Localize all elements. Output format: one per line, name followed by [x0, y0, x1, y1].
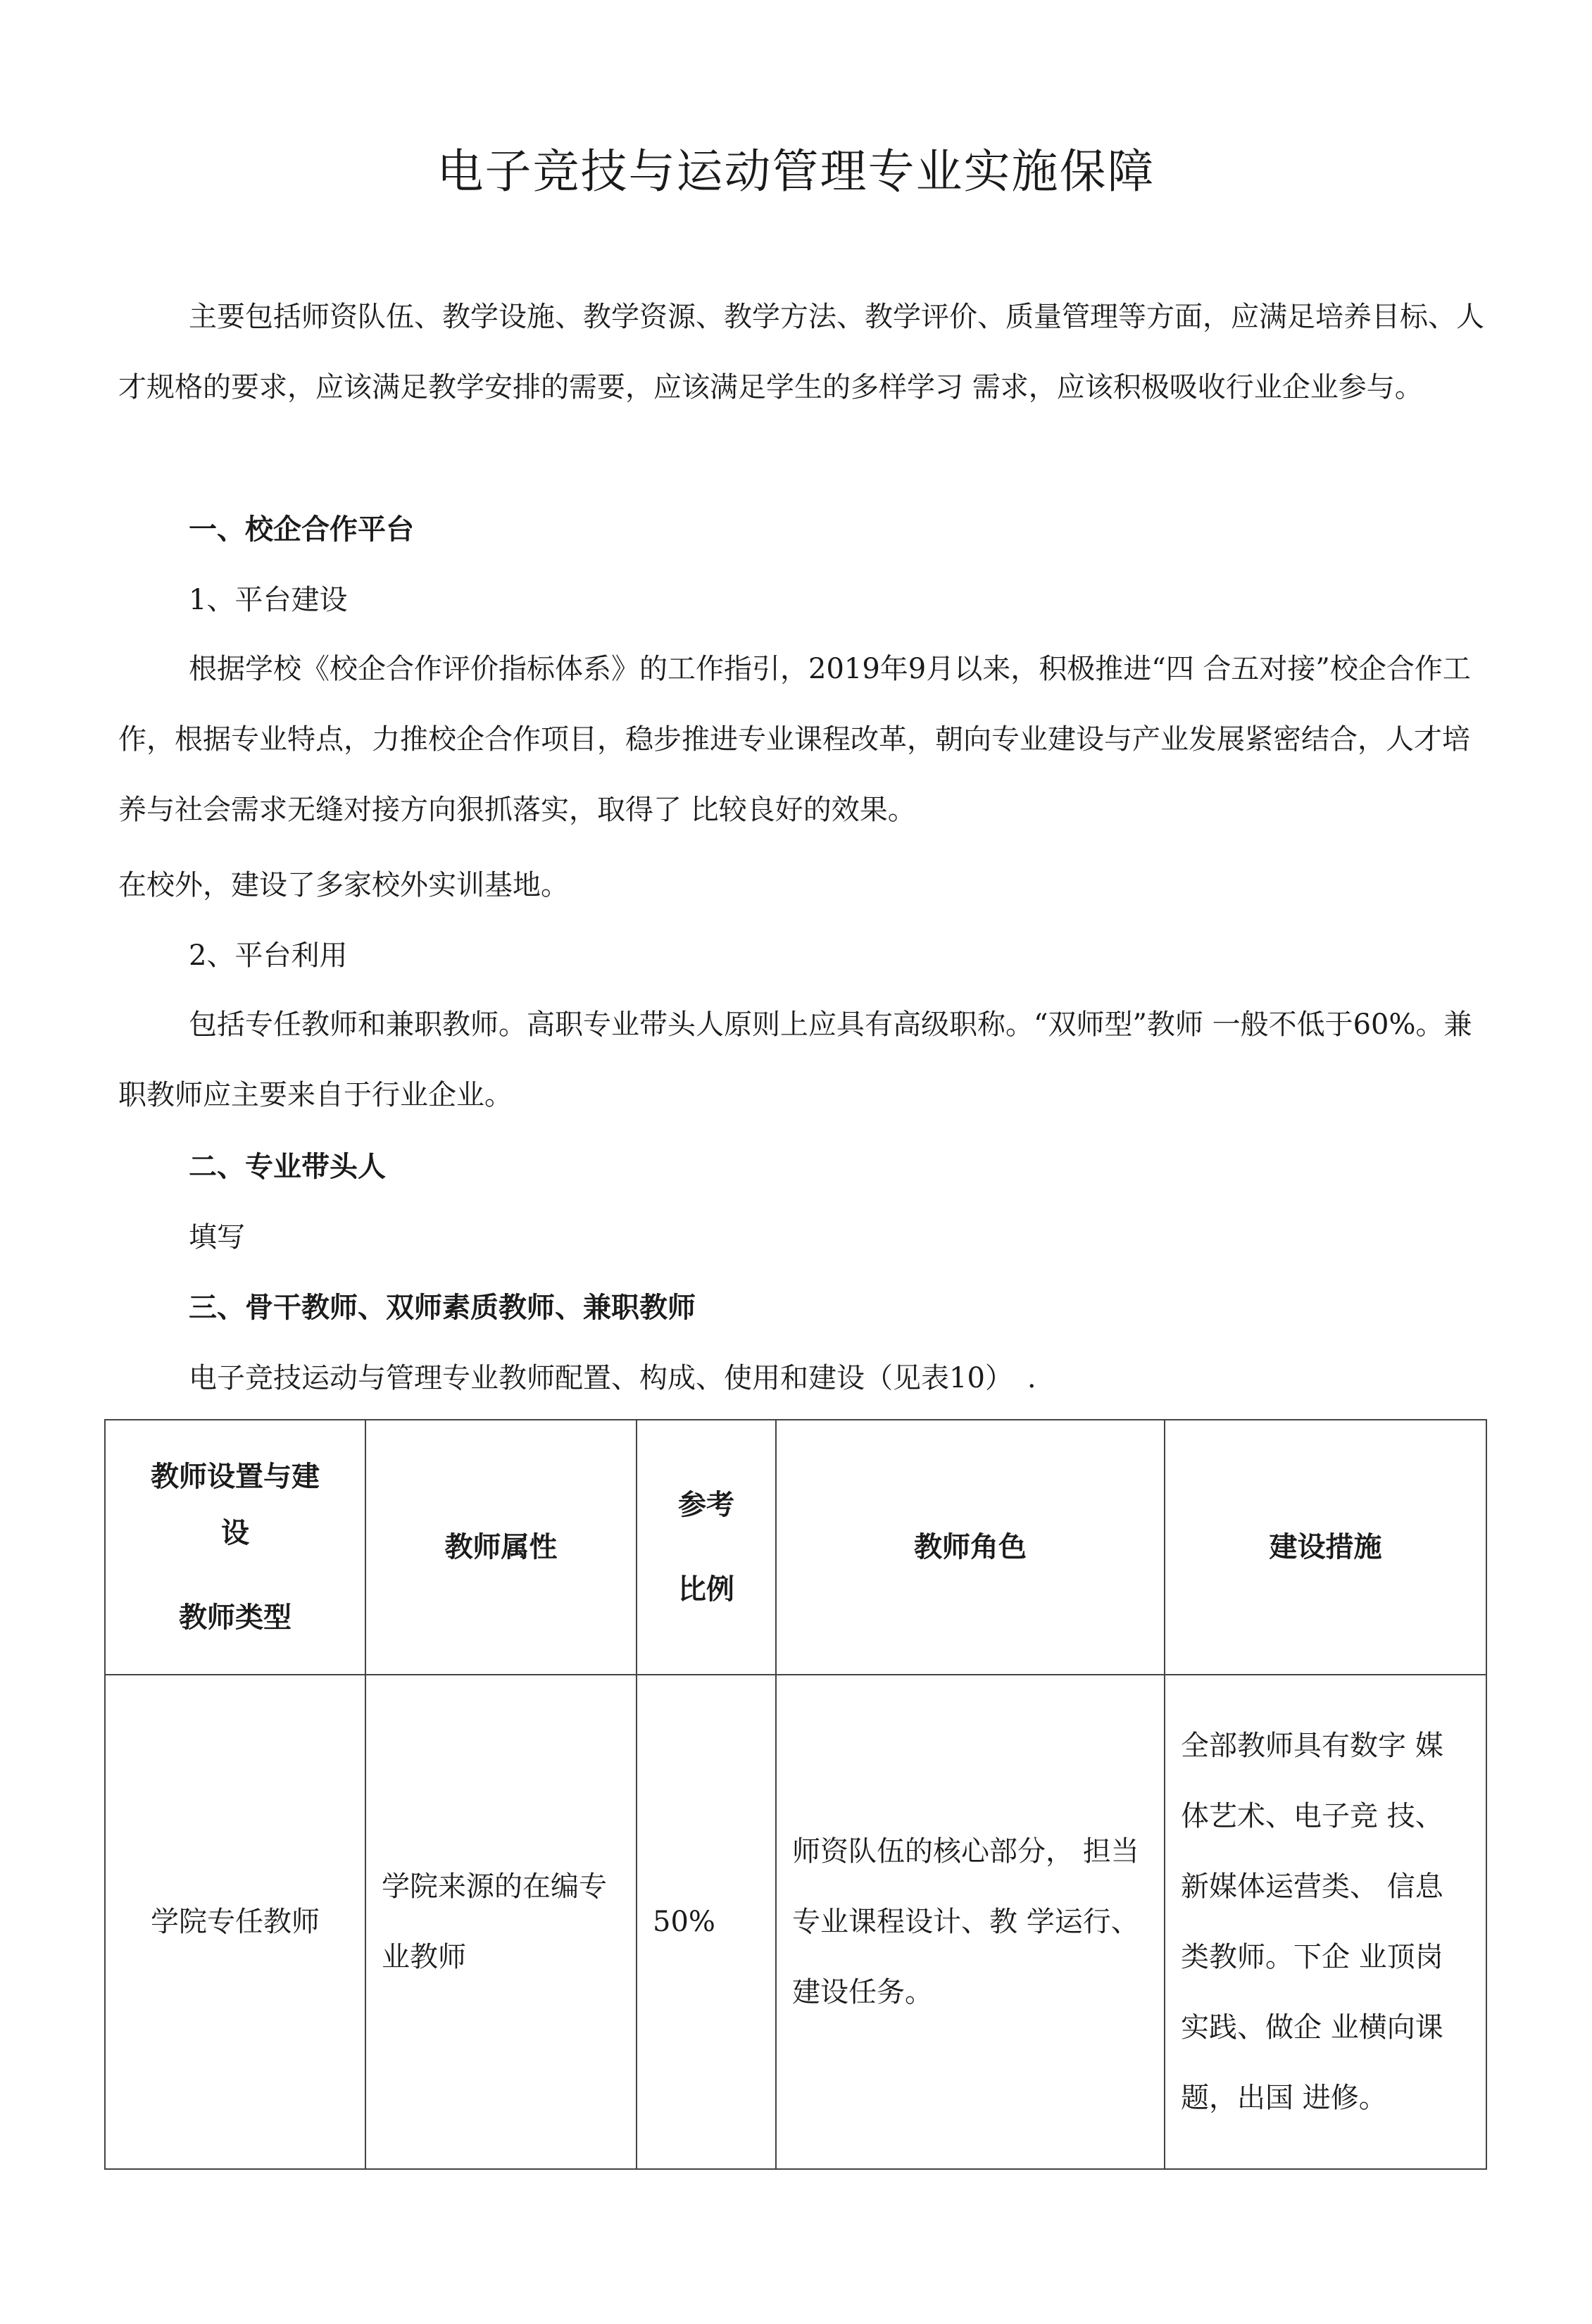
- header-ratio-line2: 比例: [678, 1573, 734, 1606]
- section1-heading: 一、校企合作平台: [189, 513, 414, 546]
- cell-teacher-type: 学院专任教师: [105, 1675, 365, 2169]
- section3-heading: 三、骨干教师、双师素质教师、兼职教师: [189, 1291, 696, 1324]
- header-construction-measures: 建设措施: [1165, 1420, 1486, 1675]
- platform-use-paragraph: 包括专任教师和兼职教师。高职专业带头人原则上应具有高级职称。“双师型”教师 一般不低于60%。兼职教师应主要来自于行业企业。: [118, 1008, 1472, 1111]
- header-teacher-type-line3: 教师类型: [179, 1601, 292, 1634]
- subsection-platform-use-heading: 2、平台利用: [189, 939, 348, 972]
- header-spacer: [121, 1561, 349, 1589]
- section2-heading: 二、专业带头人: [189, 1150, 386, 1183]
- header-teacher-attribute: 教师属性: [365, 1420, 637, 1675]
- table-row: [105, 1675, 1486, 2169]
- header-teacher-type-line2: 设: [221, 1516, 249, 1549]
- header-teacher-role: 教师角色: [776, 1420, 1165, 1675]
- section2-text: 填写: [189, 1221, 245, 1254]
- cell-teacher-attribute: 学院来源的在编专业教师: [365, 1675, 637, 2169]
- cell-reference-ratio: 50%: [637, 1675, 776, 2169]
- header-teacher-type-line1: 教师设置与建: [151, 1460, 320, 1493]
- header-reference-ratio: [637, 1420, 776, 1675]
- intro-paragraph: 主要包括师资队伍、教学设施、教学资源、教学方法、教学评价、质量管理等方面，应满足培养目标、人才规格的要求，应该满足教学安排的需要，应该满足学生的多样学习 需求，应该积极吸收行业企业参与。: [118, 301, 1484, 404]
- table-header-row: [105, 1420, 1486, 1675]
- platform-building-paragraph: 根据学校《校企合作评价指标体系》的工作指引，2019年9月以来，积极推进“四 合五对接”校企合作工作，根据专业特点，力推校企合作项目，稳步推进专业课程改革，朝向专业建设与产业发展紧密结合，人才培养与社会需求无缝对接方向狠抓落实，取得了 比较良好的效果。: [118, 653, 1471, 826]
- subsection-platform-building-heading: 1、平台建设: [189, 584, 348, 616]
- header-teacher-type: [105, 1420, 365, 1675]
- teacher-configuration-table: [104, 1419, 1487, 2170]
- cell-teacher-role: 师资队伍的核心部分， 担当专业课程设计、教 学运行、建设任务。: [776, 1675, 1165, 2169]
- offsite-training-line: 在校外，建设了多家校外实训基地。: [118, 869, 569, 901]
- header-ratio-line1: 参考: [678, 1488, 734, 1521]
- section3-text: 电子竞技运动与管理专业教师配置、构成、使用和建设（见表10） .: [189, 1362, 1036, 1394]
- cell-construction-measures: 全部教师具有数字 媒体艺术、电子竞 技、新媒体运营类、 信息类教师。下企 业顶岗实践、做企 业横向课题，出国 进修。: [1165, 1675, 1486, 2169]
- document-title: 电子竞技与运动管理专业实施保障: [437, 144, 1155, 199]
- header-spacer: [653, 1533, 760, 1561]
